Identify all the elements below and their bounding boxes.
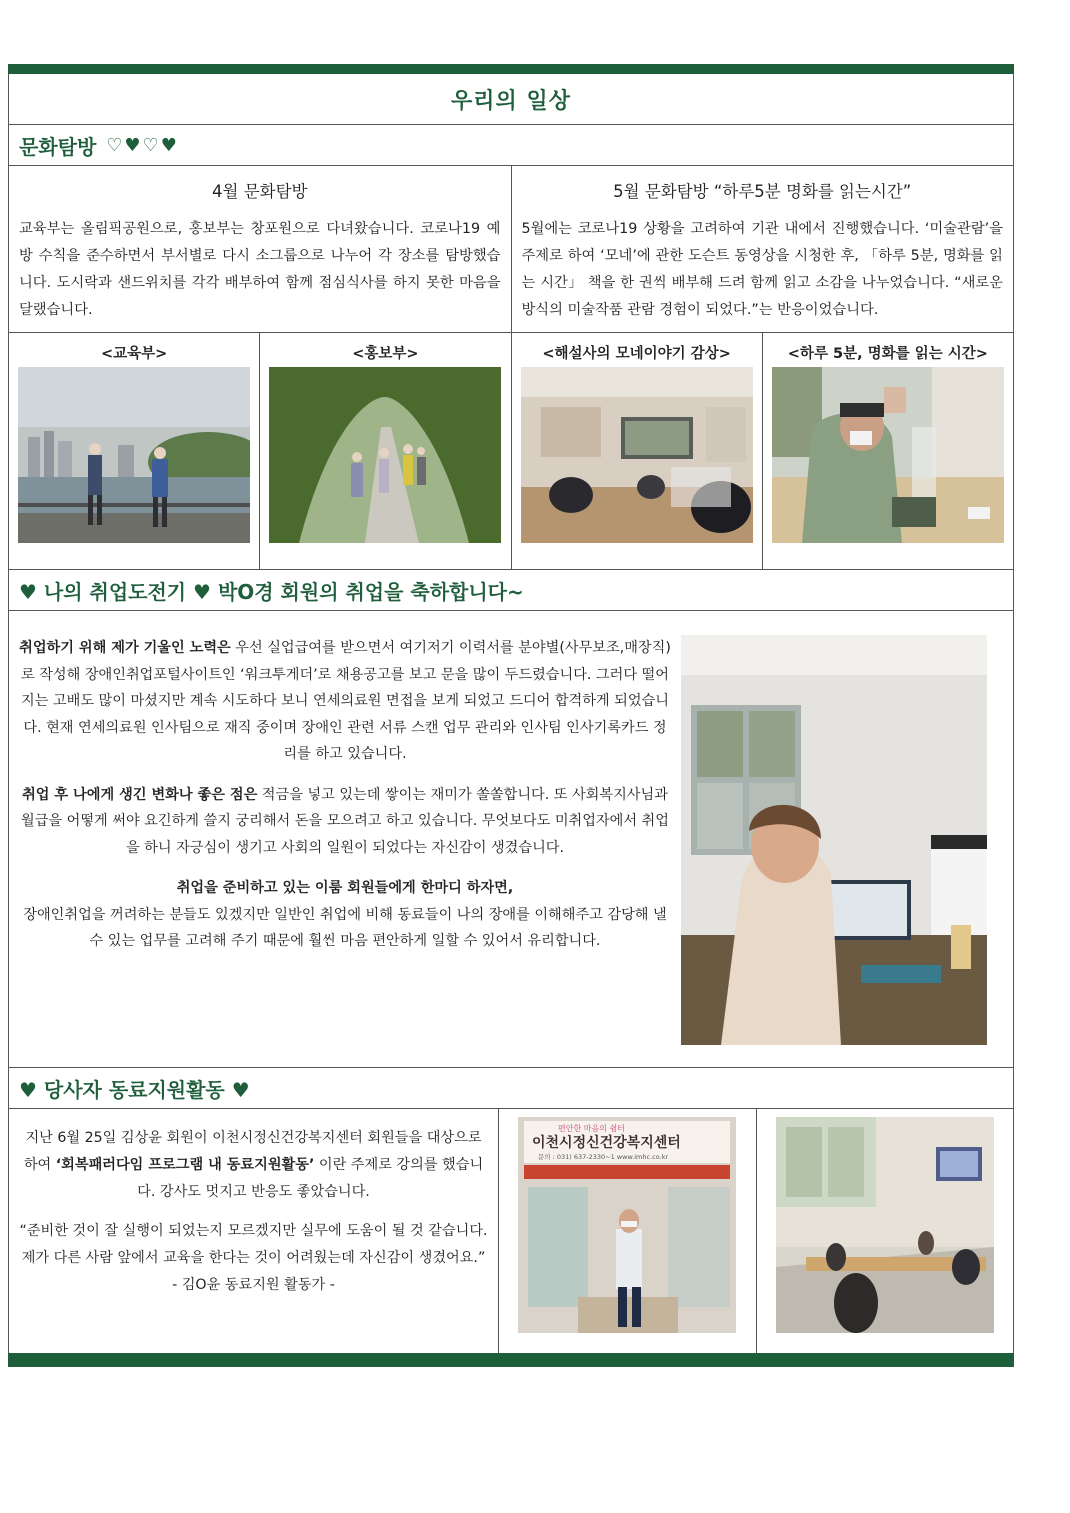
job-paragraph-change (19, 782, 671, 862)
peer-photo-cell-center (499, 1109, 756, 1353)
peer-section-heading: ♥ 당사자 동료지원활동 ♥ (9, 1068, 1013, 1109)
newsletter-page (8, 64, 1014, 1367)
lecture-room-photo (776, 1117, 994, 1333)
park-photo (18, 367, 250, 543)
center-entrance-photo (518, 1117, 736, 1333)
peer-program-name: ‘회복패러다임 프로그램 내 동료지원활동’ (55, 1157, 315, 1173)
job-change-heading: 취업 후 나에게 생긴 변화나 좋은 점은 (22, 786, 258, 803)
page-title: 우리의 일상 (9, 74, 1013, 125)
job-advice-heading: 취업을 준비하고 있는 이룸 회원들에게 한마디 하자면, (176, 880, 514, 896)
photo-cell-pr (259, 333, 510, 569)
peer-paragraph (19, 1125, 488, 1206)
top-bar (8, 64, 1014, 74)
sign-top-text: 편안한 마음의 쉼터 (558, 1124, 626, 1133)
job-advice-text: 장애인취업을 꺼려하는 분들도 있겠지만 일반인 취업에 비해 동료들이 나의 장애를 이해해주고 감당해 낼 수 있는 업무를 고려해 주기 때문에 훨씬 마음 편안하게 일할 수 있어서 유리합니다. (23, 906, 667, 949)
culture-photo-row (9, 333, 1013, 570)
photo-caption: <교육부> (100, 346, 168, 362)
april-title: 4월 문화탐방 (212, 182, 308, 201)
peer-support-text (9, 1109, 499, 1353)
culture-text-row (9, 166, 1013, 333)
job-effort-text: 우선 실업급여를 받으면서 여기저기 이력서를 분야별(사무보조,매장직)로 작성해 장애인취업포털사이트인 ‘워크투게더’로 채용공고를 보고 문을 많이 두드렸습니다. 그러다 떨어지는 고배도 많이 마셨지만 계속 시도하다 보니 연세의료원 면접을 보게 되었고 드디어 합격하게 되었습니다. 현재 연세의료원 인사팀으로 재직 중이며 장애인 관련 서류 스캔 업무 관리와 인사팀 인사기록카드 정리를 하고 있습니다. (21, 640, 671, 762)
peer-quote (19, 1218, 488, 1299)
peer-quote-text: “준비한 것이 잘 실행이 되었는지 모르겠지만 실무에 도움이 될 것 같습니다. 제가 다른 사람 앞에서 교육을 한다는 것이 어려웠는데 자신감이 생겼어요.” (19, 1223, 488, 1266)
culture-heading-text: 문화탐방 (19, 134, 97, 159)
job-paragraph-advice (19, 875, 671, 955)
video-viewing-photo (521, 367, 753, 543)
hearts-decoration: ♡♥♡♥ (106, 134, 179, 156)
peer-text-b: 이란 주제로 강의를 했습니다. 강사도 멋지고 반응도 좋았습니다. (137, 1157, 484, 1200)
april-column (9, 166, 511, 332)
photo-caption: <하루 5분, 명화를 읽는 시간> (787, 346, 988, 362)
peer-text-a: 지난 6월 25일 김상윤 회원이 이천시정신건강복지센터 회원들을 대상으로 하여 (23, 1130, 482, 1173)
photo-caption: <홍보부> (352, 346, 419, 362)
job-section-heading: ♥ 나의 취업도전기 ♥ 박O경 회원의 취업을 축하합니다~ (9, 570, 1013, 611)
garden-tunnel-photo (269, 367, 501, 543)
photo-cell-education (9, 333, 259, 569)
job-effort-heading: 취업하기 위해 제가 기울인 노력은 (19, 640, 231, 656)
peer-signature: - 김O윤 동료지원 활동가 - (172, 1277, 335, 1293)
may-body: 5월에는 코로나19 상황을 고려하여 기관 내에서 진행했습니다. ‘미술관람’을 주제로 하여 ‘모네’에 관한 도슨트 동영상을 시청한 후, 「하루 5분, 명화를 읽는 시간」 책을 한 권씩 배부해 드려 함께 읽고 소감을 나누었습니다. “새로운 방식의 미술작품 관람 경험이 되었다.”는 반응이었습니다. (521, 221, 1003, 318)
april-body: 교육부는 올림픽공원으로, 홍보부는 창포원으로 다녀왔습니다. 코로나19 예방 수칙을 준수하면서 부서별로 다시 소그룹으로 나누어 각 장소를 탐방했습니다. 도시락과 샌드위치를 각각 배부하여 함께 점심식사를 하지 못한 마음을 달랬습니다. (19, 221, 501, 318)
job-story-text (9, 611, 681, 1067)
office-work-photo (681, 635, 987, 1045)
culture-section-heading (9, 125, 1013, 166)
bottom-bar (8, 1353, 1014, 1367)
job-story (9, 611, 1013, 1068)
sign-sub-text: 문의 : 031) 637-2330~1 www.imhc.co.kr (538, 1153, 669, 1161)
sign-main-text: 이천시정신건강복지센터 (532, 1135, 682, 1151)
photo-caption: <해설사의 모네이야기 감상> (542, 346, 731, 362)
may-column (511, 166, 1014, 332)
photo-cell-monet (511, 333, 762, 569)
job-change-text: 적금을 넣고 있는데 쌓이는 재미가 쏠쏠합니다. 또 사회복지사님과 월급을 어떻게 써야 요긴하게 쓸지 궁리해서 돈을 모으려고 하고 있습니다. 무엇보다도 미취업자에서 취업을 하니 자긍심이 생기고 사회의 일원이 되었다는 자신감이 생겼습니다. (21, 786, 669, 856)
content-frame (8, 74, 1014, 1353)
peer-photo-cell-lecture (756, 1109, 1014, 1353)
photo-cell-book (762, 333, 1013, 569)
peer-support (9, 1109, 1013, 1353)
reading-book-photo (772, 367, 1004, 543)
job-paragraph-effort (19, 635, 671, 768)
may-title: 5월 문화탐방 “하루5분 명화를 읽는시간” (613, 182, 912, 201)
